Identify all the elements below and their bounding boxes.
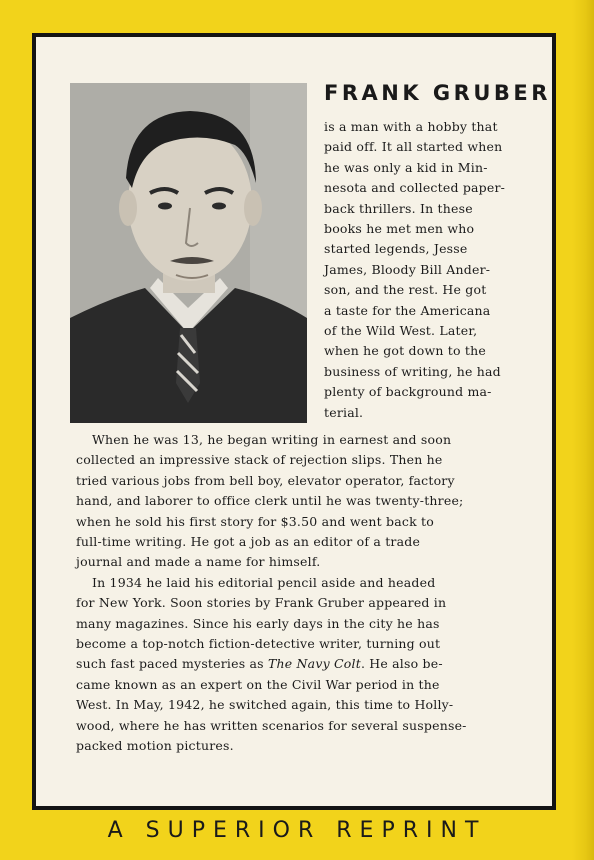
text-line: journal and made a name for himself. xyxy=(76,554,321,570)
text-line: tried various jobs from bell boy, elevator operator, factory xyxy=(76,472,455,488)
text-line: James, Bloody Bill Ander- xyxy=(324,261,491,277)
text-line: for New York. Soon stories by Frank Gruber appeared in xyxy=(76,595,447,611)
text-line: nesota and collected paper- xyxy=(324,180,506,196)
text-line: wood, where he has written scenarios for several suspense- xyxy=(76,717,467,733)
text-line: when he got down to the xyxy=(324,343,486,359)
text-line: is a man with a hobby that xyxy=(324,119,498,134)
text-line-with-title xyxy=(76,654,526,674)
text-line: back thrillers. In these xyxy=(324,200,473,216)
bio-panel xyxy=(32,33,556,810)
text-line: started legends, Jesse xyxy=(324,241,468,257)
text-line: packed motion pictures. xyxy=(76,738,234,754)
text-line: he was only a kid in Min- xyxy=(324,159,488,175)
text-line: become a top-notch fiction-detective writer, turning out xyxy=(76,636,441,652)
paragraph-first-line: When he was 13, he began writing in earnest and soon xyxy=(92,432,452,447)
reprint-banner: A SUPERIOR REPRINT xyxy=(107,818,487,843)
text-line: when he sold his first story for $3.50 and went back to xyxy=(76,513,434,529)
text-line: of the Wild West. Later, xyxy=(324,323,478,339)
author-portrait-photo xyxy=(70,83,307,423)
text-line: a taste for the Americana xyxy=(324,302,491,318)
text-line: books he met men who xyxy=(324,221,475,237)
bio-body xyxy=(76,430,526,757)
bio-side-column xyxy=(324,117,524,423)
book-title: The Navy Colt xyxy=(267,656,361,672)
text-line: many magazines. Since his early days in the city he has xyxy=(76,615,440,631)
text-line: collected an impressive stack of rejection slips. Then he xyxy=(76,452,443,468)
author-name: FRANK GRUBER xyxy=(324,81,551,105)
text-line: paid off. It all started when xyxy=(324,139,503,155)
text-line: West. In May, 1942, he switched again, this time to Holly- xyxy=(76,697,454,713)
text-line: business of writing, he had xyxy=(324,363,501,379)
text-line: hand, and laborer to office clerk until he was twenty-three; xyxy=(76,493,464,509)
text-line: terial. xyxy=(324,404,364,420)
cover-edge xyxy=(572,0,594,860)
text-fragment: such fast paced mysteries as xyxy=(76,656,268,672)
text-fragment: . He also be- xyxy=(360,656,443,672)
text-line: came known as an expert on the Civil War period in the xyxy=(76,676,440,692)
text-line: son, and the rest. He got xyxy=(324,282,487,298)
text-line: full-time writing. He got a job as an editor of a trade xyxy=(76,534,421,550)
paragraph-first-line: In 1934 he laid his editorial pencil aside and headed xyxy=(92,574,436,590)
text-line: plenty of background ma- xyxy=(324,384,492,400)
